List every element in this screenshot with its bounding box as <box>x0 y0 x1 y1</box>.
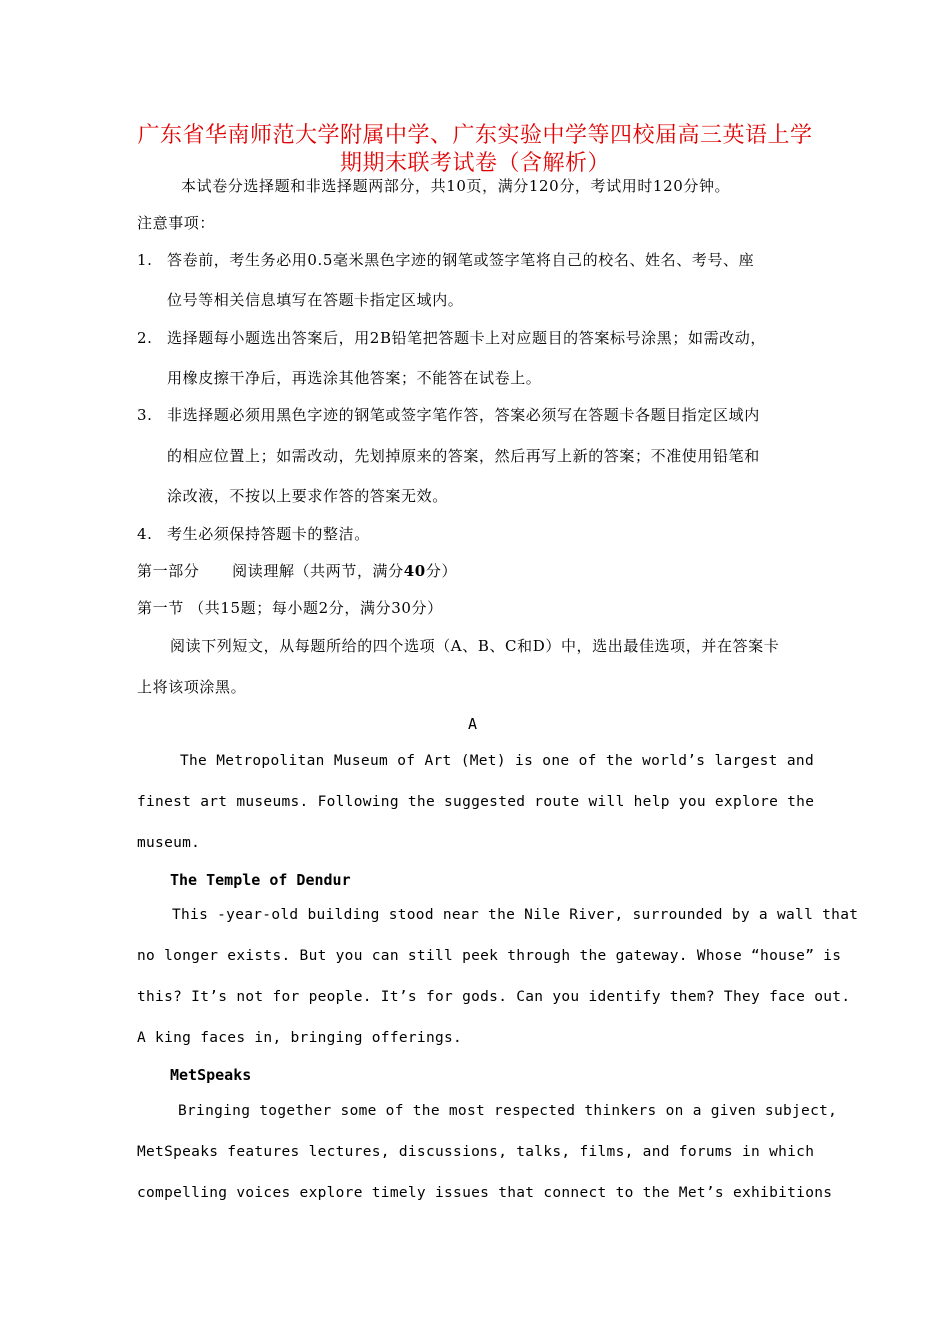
notice-number: 3. <box>137 406 153 424</box>
part-score: 40 <box>403 562 426 580</box>
passage-letter: A <box>468 715 478 733</box>
notice-text: 考生必须保持答题卡的整洁。 <box>167 525 370 543</box>
metspeaks-heading: MetSpeaks <box>170 1066 252 1084</box>
notice-text: 非选择题必须用黑色字迹的钢笔或签字笔作答，答案必须写在答题卡各题目指定区域内 <box>167 406 760 424</box>
part-text-prefix: 阅读理解（共两节，满分 <box>232 562 404 580</box>
notice-text-continued: 用橡皮擦干净后，再选涂其他答案；不能答在试卷上。 <box>167 369 542 387</box>
passage-intro-line: finest art museums. Following the suggested route will help you explore the <box>137 794 815 810</box>
metspeaks-line: Bringing together some of the most respected thinkers on a given subject, <box>178 1103 838 1119</box>
title-line-1: 广东省华南师范大学附属中学、广东实验中学等四校届高三英语上学 <box>137 123 813 148</box>
temple-line: This -year-old building stood near the Nile River, surrounded by a wall that <box>172 907 859 923</box>
temple-line: no longer exists. But you can still peek through the gateway. Whose “house” is <box>137 948 842 964</box>
notice-item-1 <box>137 250 754 270</box>
temple-line: A king faces in, bringing offerings. <box>137 1030 463 1046</box>
temple-line: this? It’s not for people. It’s for gods. Can you identify them? They face out. <box>137 989 851 1005</box>
metspeaks-line: MetSpeaks features lectures, discussions, talks, films, and forums in which <box>137 1144 815 1160</box>
instruction-line-2: 上将该项涂黑。 <box>137 678 247 696</box>
passage-intro-line: The Metropolitan Museum of Art (Met) is one of the world’s largest and <box>180 753 814 769</box>
intro-text: 本试卷分选择题和非选择题两部分，共10页，满分120分，考试用时120分钟。 <box>181 177 731 195</box>
temple-heading: The Temple of Dendur <box>170 871 351 889</box>
notice-number: 2. <box>137 329 153 347</box>
notice-item-2 <box>137 328 766 348</box>
passage-intro-line: museum. <box>137 835 201 851</box>
document-title <box>120 122 830 178</box>
notice-text-continued: 位号等相关信息填写在答题卡指定区域内。 <box>167 291 464 309</box>
part-heading <box>137 561 457 581</box>
notice-text-continued: 涂改液，不按以上要求作答的答案无效。 <box>167 487 448 505</box>
title-line-2: 期期末联考试卷（含解析） <box>339 151 610 176</box>
notice-label: 注意事项： <box>137 214 216 232</box>
notice-number: 4. <box>137 525 153 543</box>
section-heading: 第一节 （共15题；每小题2分，满分30分） <box>137 599 443 617</box>
part-label: 第一部分 <box>137 562 200 580</box>
notice-text: 选择题每小题选出答案后，用2B铅笔把答题卡上对应题目的答案标号涂黑；如需改动， <box>167 329 766 347</box>
notice-number: 1. <box>137 251 153 269</box>
notice-text: 答卷前，考生务必用0.5毫米黑色字迹的钢笔或签字笔将自己的校名、姓名、考号、座 <box>167 251 755 269</box>
instruction-line-1: 阅读下列短文，从每题所给的四个选项（A、B、C和D）中，选出最佳选项，并在答案卡 <box>170 637 780 655</box>
notice-text-continued: 的相应位置上；如需改动，先划掉原来的答案，然后再写上新的答案；不准使用铅笔和 <box>167 447 760 465</box>
metspeaks-line: compelling voices explore timely issues that connect to the Met’s exhibitions <box>137 1185 833 1201</box>
part-text-suffix: 分） <box>425 562 458 580</box>
notice-item-4 <box>137 524 370 544</box>
notice-item-3 <box>137 405 760 425</box>
